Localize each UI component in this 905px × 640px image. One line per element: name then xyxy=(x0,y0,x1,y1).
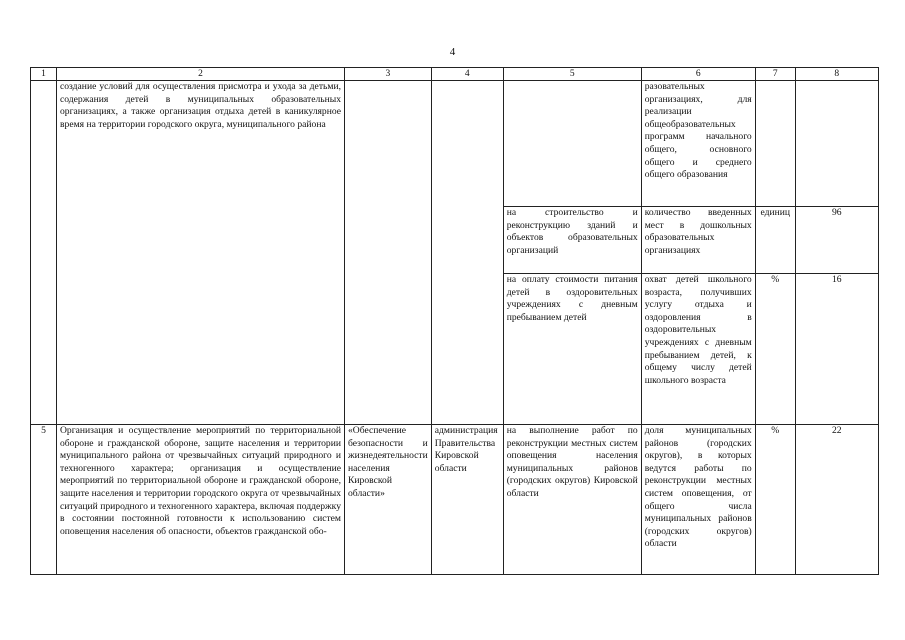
page-number: 4 xyxy=(449,46,456,58)
row-d-col-8: 22 xyxy=(795,425,878,575)
header-row xyxy=(31,68,879,81)
row-a-col-2: создание условий для осуществления присмотра и ухода за детьми, содержания детей в муниципальных образовательных организациях, а также организация отдыха детей в каникулярное время на территории городского округа, муниципального района xyxy=(57,81,345,425)
header-col-1: 1 xyxy=(31,68,57,81)
header-col-5: 5 xyxy=(503,68,641,81)
table-row xyxy=(31,81,879,207)
row-d-col-2: Организация и осуществление мероприятий по территориальной обороне и гражданской обороне, защите населения и территории муниципального района от чрезвычайных ситуаций природного и техногенного характера; организация и осуществление мероприятий по территориальной обороне и гражданской обороне, защите населения и территории городского округа от чрезвычайных ситуаций природного и техногенного характера, включая поддержку в состоянии постоянной готовности к использованию систем оповещения населения об опасности, объектов гражданской обо- xyxy=(57,425,345,575)
row-a-col-3 xyxy=(345,81,432,425)
row-d-col-7: % xyxy=(755,425,795,575)
row-d-col-5: на выполнение работ по реконструкции местных систем оповещения населения муниципальных районов (городских округов) Кировской области xyxy=(503,425,641,575)
row-b-col-5: на строительство и реконструкцию зданий и объектов образовательных организаций xyxy=(503,207,641,274)
row-a-col-5 xyxy=(503,81,641,207)
row-d-col-4: администрация Правительства Кировской области xyxy=(431,425,503,575)
row-b-col-6: количество введенных мест в дошкольных образовательных организациях xyxy=(641,207,755,274)
row-a-col-4 xyxy=(431,81,503,425)
header-col-7: 7 xyxy=(755,68,795,81)
row-c-col-5: на оплату стоимости питания детей в оздоровительных учреждениях с дневным пребыванием детей xyxy=(503,274,641,425)
header-col-8: 8 xyxy=(795,68,878,81)
row-a-col-6: разовательных организациях, для реализации общеобразовательных программ начального общего, основного общего и среднего общего образования xyxy=(641,81,755,207)
row-b-col-7: единиц xyxy=(755,207,795,274)
header-col-6: 6 xyxy=(641,68,755,81)
row-a-col-8 xyxy=(795,81,878,207)
header-col-4: 4 xyxy=(431,68,503,81)
row-c-col-6: охват детей школьного возраста, получивших услугу отдыха и оздоровления в оздоровительных учреждениях с дневным пребыванием детей, к общему числу детей школьного возраста xyxy=(641,274,755,425)
row-d-col-3: «Обеспечение безопасности и жизнедеятельности населения Кировской области» xyxy=(345,425,432,575)
row-a-col-7 xyxy=(755,81,795,207)
row-c-col-7: % xyxy=(755,274,795,425)
row-c-col-8: 16 xyxy=(795,274,878,425)
row-a-col-1 xyxy=(31,81,57,425)
table-row xyxy=(31,425,879,575)
header-col-2: 2 xyxy=(57,68,345,81)
row-d-col-6: доля муниципальных районов (городских округов), в которых ведутся работы по реконструкции местных систем оповещения, от общего числа муниципальных районов (городских округов) области xyxy=(641,425,755,575)
row-b-col-8: 96 xyxy=(795,207,878,274)
document-table xyxy=(30,67,879,575)
header-col-3: 3 xyxy=(345,68,432,81)
row-d-col-1: 5 xyxy=(31,425,57,575)
